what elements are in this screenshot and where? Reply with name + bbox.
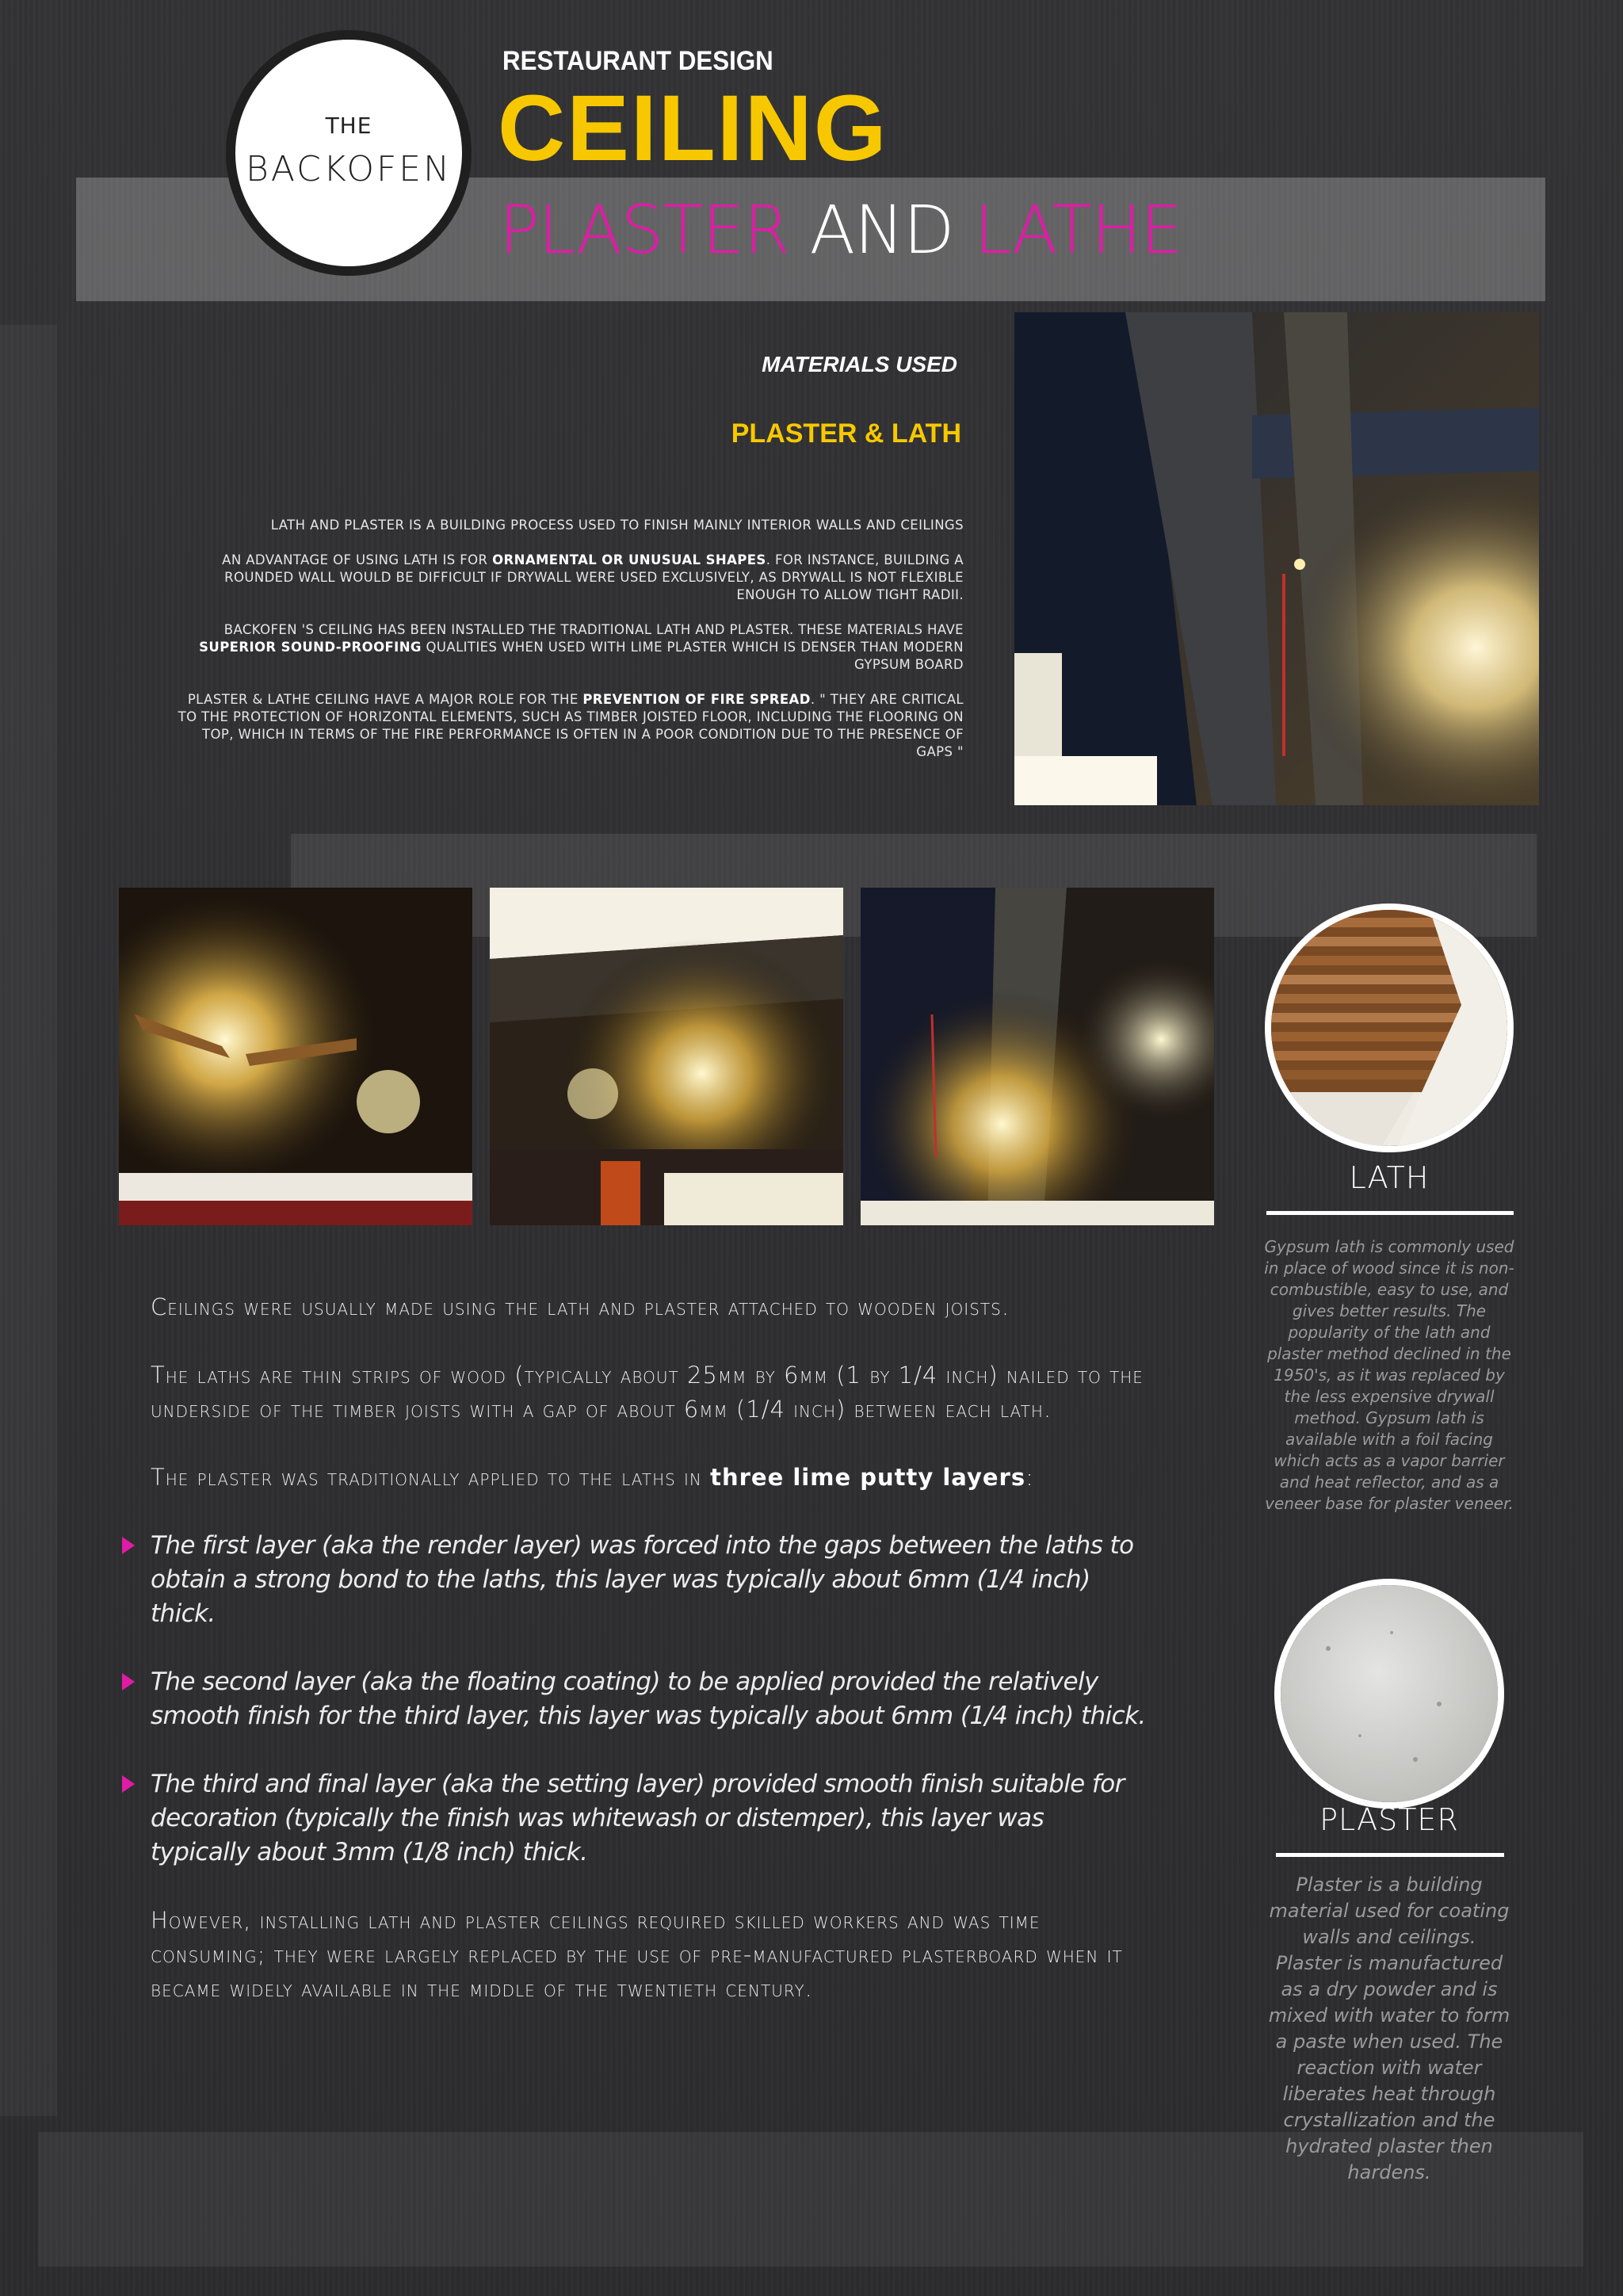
plaster-photo <box>1274 1579 1504 1809</box>
plaster-label: PLASTER <box>1319 1802 1459 1837</box>
materials-p3-bold: SUPERIOR SOUND-PROOFING <box>199 640 422 655</box>
materials-p2-post: . FOR INSTANCE, BUILDING A ROUNDED WALL WOULD BE DIFFICULT IF DRYWALL WERE USED EXCLUSIVELY, AS DRYWALL IS NOT FLEXIBLE ENOUGH TO ALLOW TIGHT RADII. <box>224 552 964 602</box>
materials-paragraph <box>171 517 964 534</box>
materials-p2-bold: ORNAMENTAL OR UNUSUAL SHAPES <box>492 552 766 567</box>
ceiling-photo-3 <box>861 888 1214 1225</box>
list-item: The second layer (aka the floating coating) to be applied provided the relatively smooth finish for the third layer, this layer was typically about 6mm (1/4 inch) thick. <box>151 1665 1149 1733</box>
body-paragraph-3 <box>151 1461 1149 1495</box>
title-word-lathe: LATHE <box>974 191 1182 269</box>
page-title-secondary <box>499 190 1182 269</box>
title-word-plaster: PLASTER <box>499 191 789 269</box>
materials-p4-pre: PLASTER & LATHE CEILING HAVE A MAJOR ROLE FOR THE <box>187 692 579 707</box>
lath-photo <box>1265 904 1514 1152</box>
materials-p1: LATH AND PLASTER IS A BUILDING PROCESS USED TO FINISH MAINLY INTERIOR WALLS AND CEILINGS <box>270 518 964 533</box>
page-title: CEILING <box>498 76 888 181</box>
main-body-text <box>151 1290 1149 2040</box>
lath-label: LATH <box>1349 1160 1430 1195</box>
materials-p2-pre: AN ADVANTAGE OF USING LATH IS FOR <box>222 552 488 567</box>
ceiling-photo-main <box>1014 312 1539 805</box>
body-paragraph-4: However, installing lath and plaster ceilings required skilled workers and was time consuming; they were largely replaced by the use of pre-manufactured plasterboard when it became widely available in the middle of the twentieth century. <box>151 1907 1123 2002</box>
ceiling-photo-2 <box>490 888 843 1225</box>
body-p3-post: : <box>1025 1464 1034 1491</box>
materials-p3-pre: BACKOFEN 'S CEILING HAS BEEN INSTALLED THE TRADITIONAL LATH AND PLASTER. THESE MATERIALS HAVE <box>223 622 964 637</box>
body-p3-pre: The plaster was traditionally applied to the laths in <box>151 1464 702 1491</box>
page-subtitle: RESTAURANT DESIGN <box>502 46 773 76</box>
materials-description <box>171 517 964 778</box>
ceiling-photo-1 <box>119 888 472 1225</box>
plaster-divider <box>1276 1853 1504 1857</box>
plaster-description: Plaster is a building material used for coating walls and ceilings. Plaster is manufactured as a dry powder and is mixed with water to form a paste when used. The reaction with water liberates heat through crystallization and the hydrated plaster then hardens. <box>1268 1874 1510 2183</box>
materials-p4-bold: PREVENTION OF FIRE SPREAD <box>582 692 811 707</box>
title-word-and: AND <box>809 191 954 269</box>
list-item: The third and final layer (aka the setting layer) provided smooth finish suitable for decoration (typically the finish was whitewash or distemper), this layer was typically about 3mm (1/8 inch) thick. <box>151 1767 1149 1870</box>
logo-the: THE <box>325 113 372 139</box>
materials-heading: MATERIALS USED <box>762 352 957 376</box>
materials-paragraph <box>171 552 964 604</box>
materials-paragraph <box>171 621 964 674</box>
body-paragraph-2: The laths are thin strips of wood (typically about 25mm by 6mm (1 by 1/4 inch) nailed to the underside of the timber joists with a gap of about 6mm (1/4 inch) between each lath. <box>151 1362 1144 1423</box>
lath-description: Gypsum lath is commonly used in place of wood since it is non-combustible, easy to use, and gives better results. The popularity of the lath and plaster method declined in the 1950's, as it was replaced by the less expensive drywall method. Gypsum lath is available with a foil facing which acts as a vapor barrier and heat reflector, and as a veneer base for plaster veneer. <box>1264 1237 1514 1513</box>
background-band-left <box>0 325 57 2116</box>
backofen-logo <box>226 30 472 276</box>
layer-list <box>151 1529 1149 1870</box>
body-paragraph-1: Ceilings were usually made using the lath and plaster attached to wooden joists. <box>151 1293 1010 1320</box>
body-p3-bold: three lime putty layers <box>710 1464 1026 1491</box>
materials-subheading: PLASTER & LATH <box>731 418 961 449</box>
list-item: The first layer (aka the render layer) was forced into the gaps between the laths to obtain a strong bond to the laths, this layer was typically about 6mm (1/4 inch) thick. <box>151 1529 1149 1631</box>
materials-p3-post: QUALITIES WHEN USED WITH LIME PLASTER WHICH IS DENSER THAN MODERN GYPSUM BOARD <box>426 640 964 672</box>
materials-p4-post: . " THEY ARE CRITICAL TO THE PROTECTION OF HORIZONTAL ELEMENTS, SUCH AS TIMBER JOISTED FLOOR, INCLUDING THE FLOORING ON TOP, WHICH IN TERMS OF THE FIRE PERFORMANCE IS OFTEN IN A POOR CONDITION DUE TO THE PRESENCE OF GAPS " <box>178 692 964 759</box>
lath-divider <box>1266 1211 1514 1215</box>
logo-name: BACKOFEN <box>246 149 452 189</box>
materials-paragraph <box>171 691 964 761</box>
